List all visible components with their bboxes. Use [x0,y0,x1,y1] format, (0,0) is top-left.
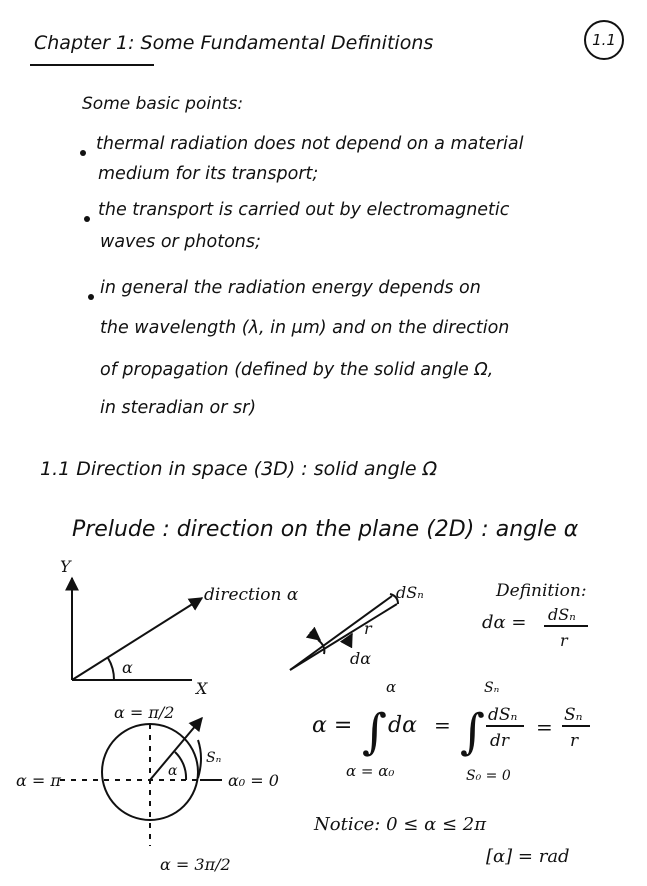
bullet-2-line-2: waves or photons; [100,232,261,252]
result-denominator: r [570,731,579,751]
integral-equation [312,678,590,784]
ray-upper [290,596,392,670]
definition-lhs: dα = [482,612,527,633]
angle-bottom-label: α = 3π/2 [160,855,231,874]
circle-alpha-label: α [168,763,178,779]
ray-lower [290,604,397,670]
ds-label: dSₙ [396,583,424,602]
equals-1: = [434,713,451,737]
integral-2-upper: Sₙ [484,680,500,696]
integral-sign: ∫ [362,704,388,760]
bullet-1-line-1: thermal radiation does not depend on a material [96,134,524,154]
angle-alpha-label: α [122,658,133,677]
prelude-text: Prelude : direction on the plane (2D) : angle α [72,517,579,542]
definition-denominator: r [560,631,568,650]
integral-2-numerator: dSₙ [488,705,518,725]
circle-diagram [60,718,222,846]
arc-element-diagram [290,594,398,670]
chapter-title: Chapter 1: Some Fundamental Definitions [34,32,434,54]
integral-2-lower: S₀ = 0 [466,768,511,784]
direction-arrow [72,598,202,680]
unit-text: [α] = rad [486,846,570,867]
result-numerator: Sₙ [564,705,583,725]
bullet-3-line-1: in general the radiation energy depends on [100,278,481,298]
bullet-3-line-2: the wavelength (λ, in μm) and on the direction [100,318,510,338]
page-number: 1.1 [584,20,624,60]
integral-2-denominator: dr [490,731,510,751]
definition-heading: Definition: [496,581,587,601]
angle-left-label: α = π [16,771,61,790]
integral-sign: ∫ [460,704,486,760]
integral-lhs: α = [312,713,353,738]
r-label: r [364,619,372,638]
circle-sn-label: Sₙ [206,750,222,766]
angle-right-label: α₀ = 0 [228,771,279,790]
section-heading: 1.1 Direction in space (3D) : solid angle Ω [40,458,438,480]
dalpha-label: dα [350,649,372,668]
notice-text: Notice: 0 ≤ α ≤ 2π [314,814,487,835]
integral-1-upper: α [386,678,397,696]
bullet-3-line-4: in steradian or sr) [100,398,257,418]
integral-1-lower: α = α₀ [346,762,395,780]
bullet-1-line-2: medium for its transport; [98,164,319,184]
definition-numerator: dSₙ [548,605,576,624]
integral-1-body: dα [388,713,417,738]
direction-label: direction α [204,585,299,605]
bullet-2-line-1: the transport is carried out by electromagnetic [98,200,510,220]
bullet-3-line-3: of propagation (defined by the solid angle Ω, [100,360,494,380]
y-axis-label: Y [60,557,71,576]
intro-text: Some basic points: [82,94,244,114]
axes-diagram [72,578,202,680]
dalpha-pointer [310,632,320,640]
angle-top-label: α = π/2 [114,703,175,722]
x-axis-label: X [196,679,208,698]
angle-arc [108,658,114,680]
equals-2: = [536,715,553,739]
